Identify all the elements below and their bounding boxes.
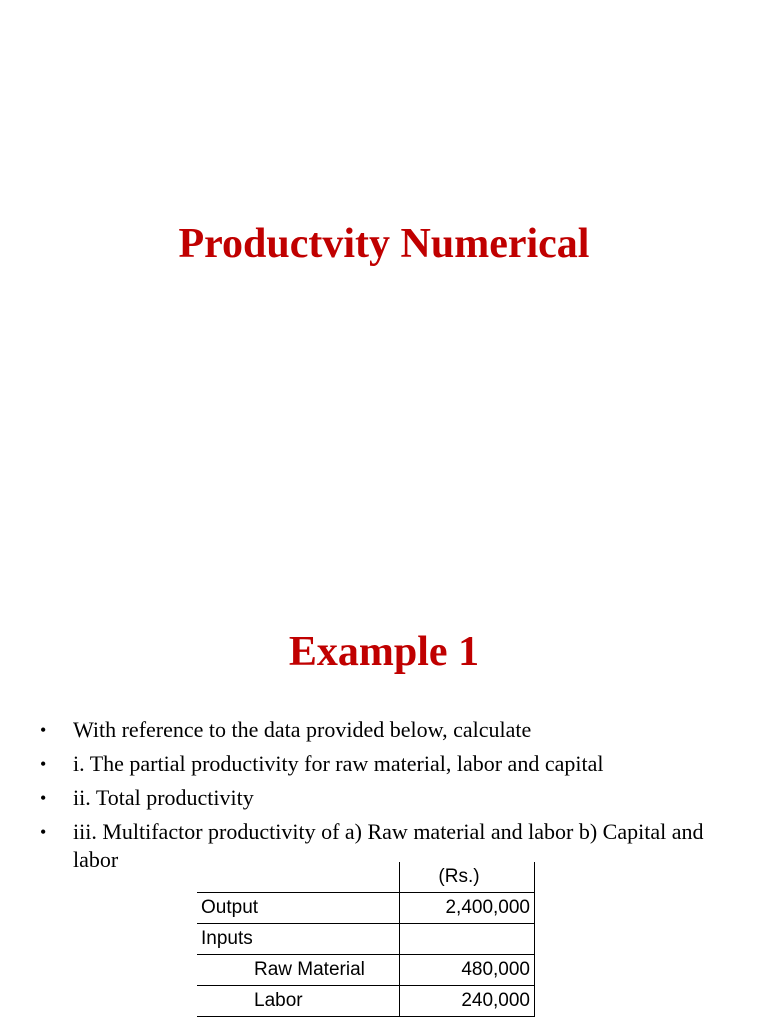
bullet-dot-icon: • xyxy=(40,788,47,808)
bullet-item xyxy=(40,750,740,778)
table-row xyxy=(197,986,535,1017)
table-row xyxy=(197,924,535,955)
bullet-list xyxy=(40,716,740,872)
bullet-text: With reference to the data provided below, calculate xyxy=(73,717,532,742)
row-value: 480,000 xyxy=(400,955,535,986)
row-value xyxy=(400,924,535,955)
bullet-dot-icon: • xyxy=(40,822,47,842)
table-row xyxy=(197,893,535,924)
table-header-row xyxy=(197,862,535,893)
example-heading: Example 1 xyxy=(288,629,480,675)
row-value: 240,000 xyxy=(400,986,535,1017)
bullet-item xyxy=(40,784,740,812)
bullet-dot-icon: • xyxy=(40,720,47,740)
bullet-item xyxy=(40,716,740,744)
row-label: Inputs xyxy=(197,924,400,955)
unit-header: (Rs.) xyxy=(400,862,535,893)
bullet-text: ii. Total productivity xyxy=(73,785,254,810)
bullet-text: iii. Multifactor productivity of a) Raw material and labor b) Capital and labor xyxy=(73,819,704,872)
bullet-item xyxy=(40,818,740,872)
input-output-table xyxy=(197,862,535,1017)
row-value: 2,400,000 xyxy=(400,893,535,924)
row-label: Labor xyxy=(197,986,400,1017)
table-header-blank xyxy=(197,862,400,893)
bullet-text: i. The partial productivity for raw material, labor and capital xyxy=(73,751,604,776)
table-row xyxy=(197,955,535,986)
slide-title: Productvity Numerical xyxy=(178,221,590,267)
bullet-dot-icon: • xyxy=(40,754,47,774)
row-label: Raw Material xyxy=(197,955,400,986)
row-label: Output xyxy=(197,893,400,924)
